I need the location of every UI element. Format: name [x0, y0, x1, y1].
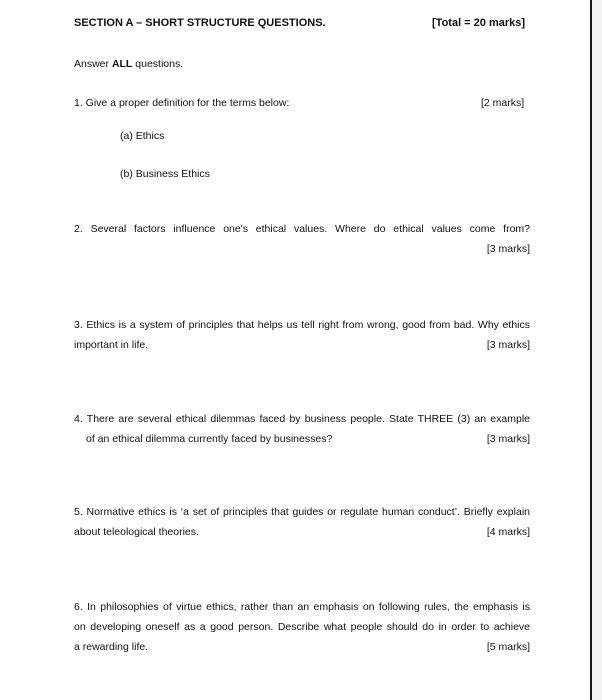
instructions-suffix: questions. [132, 58, 184, 70]
question-1-text: 1. Give a proper definition for the terms below: [74, 97, 290, 109]
question-5-marks: [4 marks] [486, 526, 530, 538]
instructions [74, 57, 183, 71]
question-4-marks: [3 marks] [486, 433, 530, 445]
question-3-line-2: important in life. [74, 339, 149, 351]
question-5-line-2: about teleological theories. [74, 526, 199, 538]
question-6 [74, 597, 530, 657]
question-2 [74, 219, 530, 259]
section-title: SECTION A – SHORT STRUCTURE QUESTIONS. [74, 17, 326, 29]
question-4-line-2: of an ethical dilemma currently faced by businesses? [86, 433, 333, 445]
question-2-marks: [3 marks] [486, 243, 530, 255]
question-3 [74, 315, 530, 355]
question-3-line-1: 3. Ethics is a system of principles that helps us tell right from wrong, good from bad. Why ethics [74, 319, 530, 331]
question-6-line-1: 6. In philosophies of virtue ethics, rather than an emphasis on following rules, the emphasis is [74, 601, 530, 613]
question-5-line-1: 5. Normative ethics is ‘a set of principles that guides or regulate human conduct’. Briefly explain [74, 506, 530, 518]
page-margin [592, 0, 602, 700]
instructions-emphasis: ALL [111, 58, 133, 70]
question-2-line-1: 2. Several factors influence one's ethical values. Where do ethical values come from? [74, 223, 530, 235]
total-marks: [Total = 20 marks] [432, 17, 526, 29]
question-3-marks: [3 marks] [486, 339, 530, 351]
question-6-line-2: on developing oneself as a good person. Describe what people should do in order to achieve [74, 621, 530, 633]
instructions-prefix: Answer [74, 58, 112, 70]
question-5 [74, 502, 530, 542]
question-6-line-3: a rewarding life. [74, 641, 149, 653]
question-1-marks: [2 marks] [481, 97, 525, 109]
question-6-marks: [5 marks] [486, 641, 530, 653]
question-1-part-a: (a) Ethics [120, 130, 165, 142]
question-4 [74, 409, 530, 449]
question-4-line-1: 4. There are several ethical dilemmas faced by business people. State THREE (3) an example [74, 413, 530, 425]
question-1-part-b: (b) Business Ethics [120, 168, 210, 180]
